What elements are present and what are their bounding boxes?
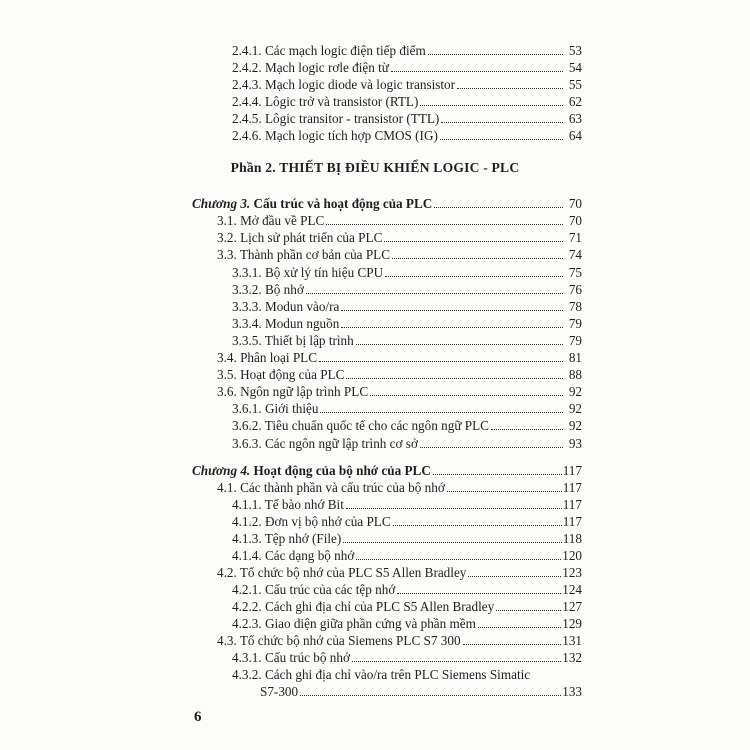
toc-entry-label: S7-300 xyxy=(260,684,299,699)
leader-dots xyxy=(420,446,563,448)
toc-entry xyxy=(232,127,582,143)
toc-entry-page: 117 xyxy=(562,514,582,529)
toc-entry-page: 75 xyxy=(568,265,582,280)
toc-entry-label: 3.6.2. Tiêu chuẩn quốc tế cho các ngôn ngữ PLC xyxy=(232,418,489,433)
toc-entry-label: 4.2.3. Giao diện giữa phần cứng và phần mềm xyxy=(232,616,476,631)
leader-dots xyxy=(319,360,563,362)
toc-entry xyxy=(217,479,582,495)
toc-entry-label: 3.1. Mở đầu về PLC xyxy=(217,213,325,228)
toc-entry xyxy=(232,513,582,529)
leader-dots xyxy=(384,240,563,242)
leader-dots xyxy=(440,138,563,140)
leader-dots xyxy=(356,343,563,345)
leader-dots xyxy=(463,643,562,645)
toc-entry-page: 62 xyxy=(568,94,582,109)
toc-entry xyxy=(232,93,582,109)
toc-entry-page: 88 xyxy=(568,367,582,382)
leader-dots xyxy=(320,411,563,413)
toc-entry-label: 3.3.4. Modun nguồn xyxy=(232,316,340,331)
leader-dots xyxy=(300,694,561,696)
leader-dots xyxy=(420,104,563,106)
chapter-title: Hoạt động của bộ nhớ của PLC xyxy=(253,463,431,478)
toc-entry-page: 124 xyxy=(562,582,582,597)
toc-entry-label: 2.4.6. Mạch logic tích hợp CMOS (IG) xyxy=(232,128,438,143)
toc-entry-label: 4.3.2. Cách ghi địa chỉ vào/ra trên PLC Siemens Simatic xyxy=(232,667,531,682)
leader-dots xyxy=(343,541,561,543)
toc-entry xyxy=(232,42,582,58)
toc-entry xyxy=(232,530,582,546)
toc-entry-page: 71 xyxy=(568,230,582,245)
chapter-entry xyxy=(192,195,582,211)
toc-entry xyxy=(232,435,582,451)
leader-dots xyxy=(306,292,563,294)
toc-entry-label: 4.1.2. Đơn vị bộ nhớ của PLC xyxy=(232,514,391,529)
leader-dots xyxy=(346,507,562,509)
toc-entry-label: 4.2. Tổ chức bộ nhớ của PLC S5 Allen Bradley xyxy=(217,565,467,580)
toc-entry-label: 3.3.5. Thiết bị lập trình xyxy=(232,333,354,348)
leader-dots xyxy=(393,524,562,526)
toc-entry xyxy=(217,564,582,580)
toc-entry-label: 3.6. Ngôn ngữ lập trình PLC xyxy=(217,384,369,399)
toc-entry-page: 117 xyxy=(562,463,582,478)
toc-entry-page: 63 xyxy=(568,111,582,126)
toc-entry-page: 79 xyxy=(568,316,582,331)
chapter-entry xyxy=(192,462,582,478)
toc-entry-label: 4.3.1. Cấu trúc bộ nhớ xyxy=(232,650,350,665)
toc-entry-page: 74 xyxy=(568,247,582,262)
toc-entry xyxy=(232,110,582,126)
toc-entry-label: 3.3.3. Modun vào/ra xyxy=(232,299,340,314)
toc-entry xyxy=(232,598,582,614)
toc-entry-label: 4.1.4. Các dạng bộ nhớ xyxy=(232,548,355,563)
toc-entry-page: 70 xyxy=(568,213,582,228)
toc-entry-label: 3.6.1. Giới thiệu xyxy=(232,401,319,416)
toc-entry-label: 4.1.3. Tệp nhớ (File) xyxy=(232,531,342,546)
leader-dots xyxy=(385,275,563,277)
toc-entry-page: 79 xyxy=(568,333,582,348)
toc-entry-label: 3.3.2. Bộ nhớ xyxy=(232,282,304,297)
toc-entry-label: 2.4.2. Mạch logic rơle điện từ xyxy=(232,60,389,75)
part-heading: Phần 2. THIẾT BỊ ĐIỀU KHIỂN LOGIC - PLC xyxy=(230,160,520,175)
toc-entry xyxy=(232,59,582,75)
toc-entry xyxy=(232,264,582,280)
chapter-number: Chương 4. xyxy=(192,463,251,478)
toc-entry-page: 81 xyxy=(568,350,582,365)
toc-entry-page: 92 xyxy=(568,418,582,433)
toc-entry xyxy=(232,298,582,314)
toc-entry xyxy=(217,212,582,228)
toc-entry-page: 92 xyxy=(568,401,582,416)
leader-dots xyxy=(491,428,563,430)
leader-dots xyxy=(326,223,563,225)
toc-entry xyxy=(232,76,582,92)
toc-entry-page: 117 xyxy=(562,480,582,495)
toc-entry xyxy=(217,349,582,365)
leader-dots xyxy=(346,377,563,379)
chapter-number: Chương 3. xyxy=(192,196,251,211)
leader-dots xyxy=(434,206,563,208)
toc-entry xyxy=(232,315,582,331)
toc-entry-page: 117 xyxy=(562,497,582,512)
toc-entry xyxy=(217,632,582,648)
toc-entry xyxy=(232,496,582,512)
toc-entry-page: 123 xyxy=(562,565,582,580)
leader-dots xyxy=(391,70,563,72)
toc-entry-label: 3.3.1. Bộ xử lý tín hiệu CPU xyxy=(232,265,384,280)
toc-entry-label: 4.1. Các thành phần và cấu trúc của bộ nhớ xyxy=(217,480,445,495)
leader-dots xyxy=(397,592,561,594)
leader-dots xyxy=(433,473,562,475)
toc-entry-page: 118 xyxy=(562,531,582,546)
leader-dots xyxy=(352,660,561,662)
leader-dots xyxy=(370,394,563,396)
leader-dots xyxy=(341,309,563,311)
leader-dots xyxy=(447,490,562,492)
toc-entry xyxy=(217,229,582,245)
toc-entry xyxy=(217,366,582,382)
leader-dots xyxy=(341,326,563,328)
toc-entry-label: 4.2.2. Cách ghi địa chỉ của PLC S5 Allen Bradley xyxy=(232,599,495,614)
toc-entry-page: 55 xyxy=(568,77,582,92)
leader-dots xyxy=(392,257,563,259)
toc-entry-page: 64 xyxy=(568,128,582,143)
toc-entry-page: 127 xyxy=(562,599,582,614)
toc-entry xyxy=(232,581,582,597)
toc-entry-page: 78 xyxy=(568,299,582,314)
chapter-title: Cấu trúc và hoạt động của PLC xyxy=(253,196,433,211)
toc-entry-label: 2.4.3. Mạch logic diode và logic transistor xyxy=(232,77,456,92)
leader-dots xyxy=(468,575,561,577)
chapter-entry-label xyxy=(192,196,433,211)
toc-entry xyxy=(260,683,582,699)
toc-entry xyxy=(217,383,582,399)
toc-entry xyxy=(232,666,582,682)
leader-dots xyxy=(457,87,563,89)
toc-entry xyxy=(232,417,582,433)
toc-entry-page: 54 xyxy=(568,60,582,75)
toc-entry-label: 3.4. Phân loại PLC xyxy=(217,350,318,365)
toc-entry xyxy=(232,400,582,416)
toc-entry-label: 3.5. Hoạt động của PLC xyxy=(217,367,345,382)
leader-dots xyxy=(428,53,563,55)
toc-entry-label: 2.4.1. Các mạch logic điện tiếp điểm xyxy=(232,43,426,58)
toc-entry xyxy=(232,615,582,631)
toc-entry xyxy=(232,281,582,297)
toc-entry-page: 132 xyxy=(562,650,582,665)
toc-entry xyxy=(217,246,582,262)
toc-entry-label: 3.2. Lịch sử phát triển của PLC xyxy=(217,230,383,245)
toc-entry xyxy=(232,547,582,563)
leader-dots xyxy=(496,609,561,611)
toc-entry xyxy=(232,332,582,348)
toc-entry-page: 120 xyxy=(562,548,582,563)
toc-entry xyxy=(232,649,582,665)
leader-dots xyxy=(356,558,561,560)
toc-entry-label: 4.3. Tổ chức bộ nhớ của Siemens PLC S7 300 xyxy=(217,633,461,648)
toc-entry-label: 4.2.1. Cấu trúc của các tệp nhớ xyxy=(232,582,396,597)
toc-entry-label: 2.4.5. Lôgic transitor - transistor (TTL) xyxy=(232,111,440,126)
toc-entry-label: 3.6.3. Các ngôn ngữ lập trình cơ sở xyxy=(232,436,418,451)
toc-entry-page: 92 xyxy=(568,384,582,399)
toc-entry-page: 133 xyxy=(562,684,582,699)
toc-entry-label: 2.4.4. Lôgic trở và transistor (RTL) xyxy=(232,94,419,109)
chapter-entry-label xyxy=(192,463,432,478)
toc-entry-label: 3.3. Thành phần cơ bản của PLC xyxy=(217,247,391,262)
toc-entry-page: 53 xyxy=(568,43,582,58)
toc-entry-page: 93 xyxy=(568,436,582,451)
toc-entry-page: 76 xyxy=(568,282,582,297)
leader-dots xyxy=(478,626,561,628)
toc-entry-page: 131 xyxy=(562,633,582,648)
page-number: 6 xyxy=(194,709,202,725)
toc-entry-label: 4.1.1. Tế bào nhớ Bit xyxy=(232,497,344,512)
toc-entry-page: 70 xyxy=(568,196,582,211)
toc-entry-page: 129 xyxy=(562,616,582,631)
leader-dots xyxy=(441,121,563,123)
